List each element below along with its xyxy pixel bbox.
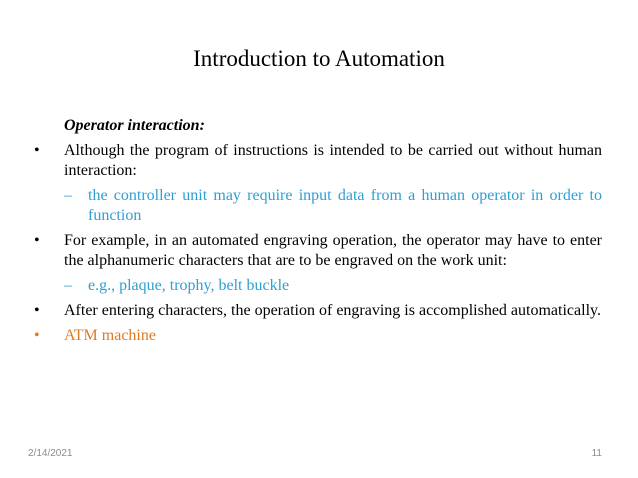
bullet-marker: • xyxy=(34,302,40,319)
bullet-item xyxy=(28,231,602,271)
slide-title: Introduction to Automation xyxy=(193,46,445,71)
bullet-marker: • xyxy=(34,142,40,159)
sub-bullet-marker: – xyxy=(64,277,72,294)
bullet-text: Although the program of instructions is intended to be carried out without human interaction: xyxy=(64,142,602,179)
sub-bullet-text: e.g., plaque, trophy, belt buckle xyxy=(88,277,290,294)
bullet-text: ATM machine xyxy=(64,327,156,344)
sub-bullet-item xyxy=(28,186,602,226)
sub-bullet-text: the controller unit may require input data from a human operator in order to function xyxy=(88,187,602,224)
slide-body xyxy=(28,116,602,351)
footer-date: 2/14/2021 xyxy=(28,448,73,459)
subheading: Operator interaction: xyxy=(64,117,205,134)
bullet-item xyxy=(28,301,602,321)
bullet-text: For example, in an automated engraving operation, the operator may have to enter the alphanumeric characters that are to be engraved on the work unit: xyxy=(64,232,602,269)
sub-bullet-item xyxy=(28,276,602,296)
bullet-text: After entering characters, the operation of engraving is accomplished automatically. xyxy=(64,302,601,319)
bullet-item-highlight xyxy=(28,326,602,346)
bullet-item xyxy=(28,141,602,181)
sub-bullet-marker: – xyxy=(64,187,72,204)
bullet-marker: • xyxy=(34,232,40,249)
page-number: 11 xyxy=(591,448,602,459)
bullet-marker: • xyxy=(34,327,40,344)
